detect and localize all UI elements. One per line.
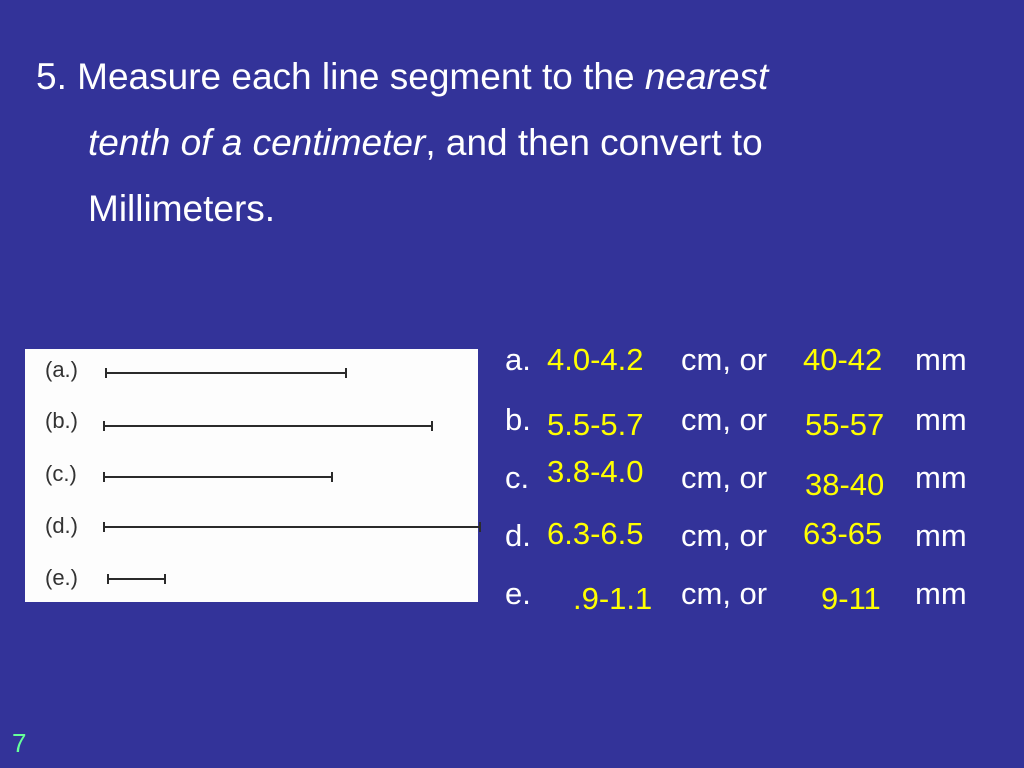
answer-cm-value: 5.5-5.7 [547, 407, 644, 442]
question-line-1 [36, 45, 768, 109]
segment-label-c: (c.) [45, 461, 77, 486]
answer-mm-value: 63-65 [803, 516, 883, 551]
question-prefix: 5. Measure each line segment to the [36, 56, 645, 97]
answer-mm-value: 38-40 [805, 467, 885, 502]
question-emphasis-nearest: nearest [644, 56, 769, 97]
answer-letter: c. [505, 460, 530, 495]
answer-cm-or: cm, or [681, 576, 768, 611]
answer-letter: d. [505, 518, 531, 553]
segment-label-d: (d.) [45, 513, 78, 538]
answer-cm-or: cm, or [681, 518, 768, 553]
segment-label-a: (a.) [45, 357, 78, 382]
answer-unit: mm [915, 342, 967, 377]
answer-cm-or: cm, or [681, 460, 768, 495]
line-segments-figure [25, 349, 478, 602]
slide-number: 7 [12, 728, 27, 758]
segment-d [103, 526, 481, 528]
answer-letter: b. [505, 402, 531, 437]
answer-unit: mm [915, 576, 967, 611]
answer-mm-value: 9-11 [821, 581, 881, 616]
question-suffix: , and then convert to [425, 122, 763, 163]
answer-letter: e. [505, 576, 531, 611]
question-line-2 [88, 111, 763, 175]
question-text [0, 0, 1024, 250]
answer-cm-value: 6.3-6.5 [547, 516, 644, 551]
answer-unit: mm [915, 402, 967, 437]
answer-mm-value: 55-57 [805, 407, 885, 442]
answer-cm-value: .9-1.1 [573, 581, 653, 616]
answer-cm-or: cm, or [681, 342, 768, 377]
answer-cm-value: 4.0-4.2 [547, 342, 644, 377]
answer-unit: mm [915, 460, 967, 495]
answer-unit: mm [915, 518, 967, 553]
answer-cm-or: cm, or [681, 402, 768, 437]
answer-letter: a. [505, 342, 531, 377]
answer-mm-value: 40-42 [803, 342, 883, 377]
segment-c [103, 476, 333, 478]
segment-label-b: (b.) [45, 408, 78, 433]
segment-a [105, 372, 347, 374]
question-line-3 [88, 177, 275, 241]
question-millimeters: Millimeters. [88, 188, 276, 229]
answer-cm-value: 3.8-4.0 [547, 454, 644, 489]
segment-b [103, 425, 433, 427]
segment-e [107, 578, 166, 580]
segment-label-e: (e.) [45, 565, 78, 590]
question-emphasis-tenth: tenth of a centimeter [88, 122, 426, 163]
